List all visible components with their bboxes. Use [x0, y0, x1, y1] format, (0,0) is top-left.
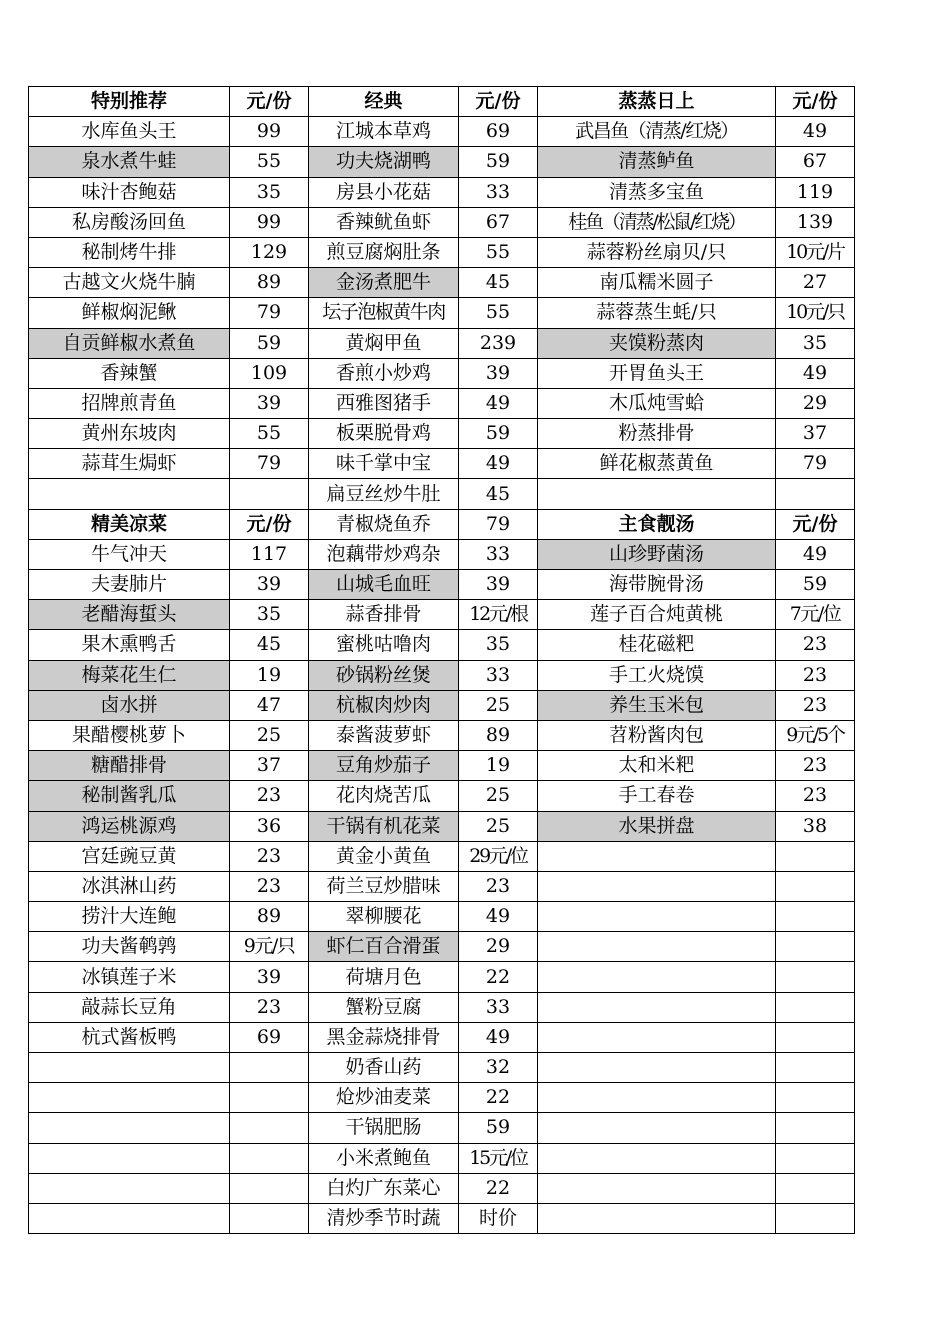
price-cell[interactable]: 117	[230, 539, 309, 569]
dish-name-cell[interactable]: 太和米粑	[538, 751, 776, 781]
dish-name-cell[interactable]: 青椒烧鱼乔	[309, 509, 459, 539]
dish-name-cell[interactable]: 卤水拼	[29, 690, 230, 720]
table-row	[29, 841, 855, 871]
empty-cell[interactable]	[538, 871, 776, 901]
table-row	[29, 600, 855, 630]
price-cell[interactable]: 99	[230, 207, 309, 237]
dish-name-cell[interactable]: 蟹粉豆腐	[309, 992, 459, 1022]
empty-cell[interactable]	[776, 1143, 855, 1173]
menu-table-body	[29, 87, 855, 1234]
empty-cell[interactable]	[538, 1022, 776, 1052]
price-cell[interactable]: 45	[459, 268, 538, 298]
table-row	[29, 902, 855, 932]
price-cell[interactable]: 23	[776, 660, 855, 690]
table-row	[29, 298, 855, 328]
dish-name-cell[interactable]: 房县小花菇	[309, 177, 459, 207]
price-cell[interactable]: 37	[776, 419, 855, 449]
dish-name-cell[interactable]: 香煎小炒鸡	[309, 358, 459, 388]
section-header-cell[interactable]: 元/份	[459, 87, 538, 117]
dish-name-cell[interactable]: 水果拼盘	[538, 811, 776, 841]
table-row	[29, 570, 855, 600]
price-cell[interactable]: 19	[230, 660, 309, 690]
dish-name-cell[interactable]: 清蒸多宝鱼	[538, 177, 776, 207]
price-cell[interactable]: 109	[230, 358, 309, 388]
empty-cell[interactable]	[776, 932, 855, 962]
empty-cell[interactable]	[29, 1143, 230, 1173]
dish-name-cell[interactable]: 宫廷豌豆黄	[29, 841, 230, 871]
table-row	[29, 479, 855, 509]
price-cell[interactable]: 35	[776, 328, 855, 358]
price-cell[interactable]: 59	[459, 147, 538, 177]
price-cell[interactable]: 32	[459, 1053, 538, 1083]
dish-name-cell[interactable]: 功夫烧湖鸭	[309, 147, 459, 177]
price-cell[interactable]: 239	[459, 328, 538, 358]
dish-name-cell[interactable]: 古越文火烧牛腩	[29, 268, 230, 298]
table-row	[29, 660, 855, 690]
price-cell[interactable]: 22	[459, 1083, 538, 1113]
price-cell[interactable]: 23	[459, 871, 538, 901]
price-cell[interactable]: 139	[776, 207, 855, 237]
dish-name-cell[interactable]: 夫妻肺片	[29, 570, 230, 600]
table-row	[29, 87, 855, 117]
dish-name-cell[interactable]: 粉蒸排骨	[538, 419, 776, 449]
price-cell[interactable]: 29	[459, 932, 538, 962]
price-cell[interactable]: 33	[459, 660, 538, 690]
price-cell[interactable]: 9元/5个	[776, 720, 855, 750]
price-cell[interactable]: 119	[776, 177, 855, 207]
empty-cell[interactable]	[776, 479, 855, 509]
dish-name-cell[interactable]: 冰镇莲子米	[29, 962, 230, 992]
table-row	[29, 237, 855, 267]
empty-cell[interactable]	[776, 1113, 855, 1143]
table-row	[29, 358, 855, 388]
empty-cell[interactable]	[776, 1173, 855, 1203]
menu-spreadsheet	[28, 86, 855, 1234]
table-row	[29, 932, 855, 962]
dish-name-cell[interactable]: 金汤煮肥牛	[309, 268, 459, 298]
dish-name-cell[interactable]: 砂锅粉丝煲	[309, 660, 459, 690]
dish-name-cell[interactable]: 夹馍粉蒸肉	[538, 328, 776, 358]
dish-name-cell[interactable]: 黄州东坡肉	[29, 419, 230, 449]
dish-name-cell[interactable]: 苕粉酱肉包	[538, 720, 776, 750]
table-row	[29, 720, 855, 750]
price-cell[interactable]: 49	[459, 1022, 538, 1052]
dish-name-cell[interactable]: 木瓜炖雪蛤	[538, 388, 776, 418]
empty-cell[interactable]	[538, 992, 776, 1022]
dish-name-cell[interactable]: 干锅肥肠	[309, 1113, 459, 1143]
price-cell[interactable]: 10元/片	[776, 237, 855, 267]
dish-name-cell[interactable]: 奶香山药	[309, 1053, 459, 1083]
empty-cell[interactable]	[230, 1173, 309, 1203]
empty-cell[interactable]	[776, 902, 855, 932]
price-cell[interactable]: 33	[459, 177, 538, 207]
dish-name-cell[interactable]: 干锅有机花菜	[309, 811, 459, 841]
empty-cell[interactable]	[538, 1203, 776, 1233]
table-row	[29, 419, 855, 449]
dish-name-cell[interactable]: 味汁杏鲍菇	[29, 177, 230, 207]
dish-name-cell[interactable]: 炝炒油麦菜	[309, 1083, 459, 1113]
price-cell[interactable]: 55	[459, 298, 538, 328]
price-cell[interactable]: 79	[230, 449, 309, 479]
table-row	[29, 1143, 855, 1173]
dish-name-cell[interactable]: 煎豆腐焖肚条	[309, 237, 459, 267]
dish-name-cell[interactable]: 冰淇淋山药	[29, 871, 230, 901]
dish-name-cell[interactable]: 白灼广东菜心	[309, 1173, 459, 1203]
empty-cell[interactable]	[29, 1203, 230, 1233]
dish-name-cell[interactable]: 杭椒肉炒肉	[309, 690, 459, 720]
dish-name-cell[interactable]: 江城本草鸡	[309, 117, 459, 147]
section-header-cell[interactable]: 精美凉菜	[29, 509, 230, 539]
dish-name-cell[interactable]: 泉水煮牛蛙	[29, 147, 230, 177]
section-header-cell[interactable]: 元/份	[230, 87, 309, 117]
dish-name-cell[interactable]: 清蒸鲈鱼	[538, 147, 776, 177]
dish-name-cell[interactable]: 杭式酱板鸭	[29, 1022, 230, 1052]
table-row	[29, 268, 855, 298]
dish-name-cell[interactable]: 敲蒜长豆角	[29, 992, 230, 1022]
dish-name-cell[interactable]: 蜜桃咕噜肉	[309, 630, 459, 660]
price-cell[interactable]: 25	[230, 720, 309, 750]
dish-name-cell[interactable]: 招牌煎青鱼	[29, 388, 230, 418]
price-cell[interactable]: 25	[459, 811, 538, 841]
empty-cell[interactable]	[538, 479, 776, 509]
price-cell[interactable]: 25	[459, 690, 538, 720]
empty-cell[interactable]	[776, 1053, 855, 1083]
dish-name-cell[interactable]: 香辣蟹	[29, 358, 230, 388]
dish-name-cell[interactable]: 自贡鲜椒水煮鱼	[29, 328, 230, 358]
empty-cell[interactable]	[538, 1143, 776, 1173]
table-row	[29, 690, 855, 720]
empty-cell[interactable]	[230, 1083, 309, 1113]
empty-cell[interactable]	[776, 992, 855, 1022]
table-row	[29, 147, 855, 177]
empty-cell[interactable]	[29, 1083, 230, 1113]
price-cell[interactable]: 89	[459, 720, 538, 750]
dish-name-cell[interactable]: 私房酸汤回鱼	[29, 207, 230, 237]
table-row	[29, 811, 855, 841]
dish-name-cell[interactable]: 鲜椒焖泥鳅	[29, 298, 230, 328]
dish-name-cell[interactable]: 蒜茸生焗虾	[29, 449, 230, 479]
price-cell[interactable]: 35	[230, 600, 309, 630]
price-cell[interactable]: 时价	[459, 1203, 538, 1233]
table-row	[29, 781, 855, 811]
price-cell[interactable]: 23	[230, 781, 309, 811]
price-cell[interactable]: 47	[230, 690, 309, 720]
empty-cell[interactable]	[538, 932, 776, 962]
price-cell[interactable]: 19	[459, 751, 538, 781]
empty-cell[interactable]	[538, 902, 776, 932]
price-cell[interactable]: 15元/位	[459, 1143, 538, 1173]
section-header-cell[interactable]: 经典	[309, 87, 459, 117]
table-row	[29, 449, 855, 479]
price-cell[interactable]: 67	[776, 147, 855, 177]
dish-name-cell[interactable]: 荷塘月色	[309, 962, 459, 992]
price-cell[interactable]: 9元/只	[230, 932, 309, 962]
price-cell[interactable]: 37	[230, 751, 309, 781]
dish-name-cell[interactable]: 蒜蓉蒸生蚝/只	[538, 298, 776, 328]
price-cell[interactable]: 45	[230, 630, 309, 660]
section-header-cell[interactable]: 特别推荐	[29, 87, 230, 117]
price-cell[interactable]: 67	[459, 207, 538, 237]
dish-name-cell[interactable]: 养生玉米包	[538, 690, 776, 720]
section-header-cell[interactable]: 元/份	[230, 509, 309, 539]
empty-cell[interactable]	[230, 479, 309, 509]
dish-name-cell[interactable]: 桂花磁粑	[538, 630, 776, 660]
table-row	[29, 509, 855, 539]
price-cell[interactable]: 22	[459, 962, 538, 992]
price-cell[interactable]: 55	[459, 237, 538, 267]
table-row	[29, 539, 855, 569]
dish-name-cell[interactable]: 板栗脱骨鸡	[309, 419, 459, 449]
dish-name-cell[interactable]: 蒜香排骨	[309, 600, 459, 630]
dish-name-cell[interactable]: 荷兰豆炒腊味	[309, 871, 459, 901]
dish-name-cell[interactable]: 武昌鱼（清蒸/红烧）	[538, 117, 776, 147]
section-header-cell[interactable]: 元/份	[776, 509, 855, 539]
price-cell[interactable]: 55	[230, 419, 309, 449]
price-cell[interactable]: 45	[459, 479, 538, 509]
table-row	[29, 1053, 855, 1083]
empty-cell[interactable]	[538, 1053, 776, 1083]
price-cell[interactable]: 79	[459, 509, 538, 539]
price-cell[interactable]: 25	[459, 781, 538, 811]
empty-cell[interactable]	[230, 1143, 309, 1173]
table-row	[29, 630, 855, 660]
price-cell[interactable]: 29元/位	[459, 841, 538, 871]
dish-name-cell[interactable]: 桂鱼（清蒸/松鼠/红烧）	[538, 207, 776, 237]
dish-name-cell[interactable]: 虾仁百合滑蛋	[309, 932, 459, 962]
price-cell[interactable]: 59	[776, 570, 855, 600]
table-row	[29, 1022, 855, 1052]
dish-name-cell[interactable]: 老醋海蜇头	[29, 600, 230, 630]
price-cell[interactable]: 49	[776, 358, 855, 388]
dish-name-cell[interactable]: 秘制烤牛排	[29, 237, 230, 267]
dish-name-cell[interactable]: 黄焖甲鱼	[309, 328, 459, 358]
section-header-cell[interactable]: 元/份	[776, 87, 855, 117]
dish-name-cell[interactable]: 香辣鱿鱼虾	[309, 207, 459, 237]
table-row	[29, 1113, 855, 1143]
price-cell[interactable]: 12元/根	[459, 600, 538, 630]
empty-cell[interactable]	[29, 1113, 230, 1143]
table-row	[29, 1203, 855, 1233]
dish-name-cell[interactable]: 鸿运桃源鸡	[29, 811, 230, 841]
table-row	[29, 751, 855, 781]
price-cell[interactable]: 10元/只	[776, 298, 855, 328]
empty-cell[interactable]	[776, 1203, 855, 1233]
section-header-cell[interactable]: 蒸蒸日上	[538, 87, 776, 117]
table-row	[29, 117, 855, 147]
table-row	[29, 328, 855, 358]
empty-cell[interactable]	[230, 1053, 309, 1083]
price-cell[interactable]: 23	[776, 630, 855, 660]
dish-name-cell[interactable]: 味千掌中宝	[309, 449, 459, 479]
dish-name-cell[interactable]: 莲子百合炖黄桃	[538, 600, 776, 630]
empty-cell[interactable]	[776, 962, 855, 992]
price-cell[interactable]: 49	[776, 539, 855, 569]
dish-name-cell[interactable]: 功夫酱鹌鹑	[29, 932, 230, 962]
price-cell[interactable]: 49	[459, 388, 538, 418]
price-cell[interactable]: 55	[230, 147, 309, 177]
price-cell[interactable]: 23	[230, 871, 309, 901]
dish-name-cell[interactable]: 泡藕带炒鸡杂	[309, 539, 459, 569]
price-cell[interactable]: 89	[230, 902, 309, 932]
empty-cell[interactable]	[538, 1113, 776, 1143]
empty-cell[interactable]	[230, 1113, 309, 1143]
price-cell[interactable]: 49	[776, 117, 855, 147]
empty-cell[interactable]	[230, 1203, 309, 1233]
dish-name-cell[interactable]: 黑金蒜烧排骨	[309, 1022, 459, 1052]
dish-name-cell[interactable]: 山珍野菌汤	[538, 539, 776, 569]
price-cell[interactable]: 33	[459, 992, 538, 1022]
table-row	[29, 177, 855, 207]
price-cell[interactable]: 38	[776, 811, 855, 841]
price-cell[interactable]: 33	[459, 539, 538, 569]
dish-name-cell[interactable]: 泰酱菠萝虾	[309, 720, 459, 750]
empty-cell[interactable]	[29, 1053, 230, 1083]
empty-cell[interactable]	[538, 962, 776, 992]
empty-cell[interactable]	[538, 1083, 776, 1113]
price-cell[interactable]: 7元/位	[776, 600, 855, 630]
table-row	[29, 207, 855, 237]
dish-name-cell[interactable]: 海带腕骨汤	[538, 570, 776, 600]
section-header-cell[interactable]: 主食靓汤	[538, 509, 776, 539]
dish-name-cell[interactable]: 翠柳腰花	[309, 902, 459, 932]
price-cell[interactable]: 59	[459, 1113, 538, 1143]
price-cell[interactable]: 49	[459, 449, 538, 479]
price-cell[interactable]: 59	[459, 419, 538, 449]
dish-name-cell[interactable]: 糖醋排骨	[29, 751, 230, 781]
dish-name-cell[interactable]: 清炒季节时蔬	[309, 1203, 459, 1233]
price-cell[interactable]: 36	[230, 811, 309, 841]
table-row	[29, 962, 855, 992]
price-cell[interactable]: 35	[459, 630, 538, 660]
price-cell[interactable]: 79	[776, 449, 855, 479]
table-row	[29, 871, 855, 901]
dish-name-cell[interactable]: 梅菜花生仁	[29, 660, 230, 690]
dish-name-cell[interactable]: 小米煮鲍鱼	[309, 1143, 459, 1173]
dish-name-cell[interactable]: 开胃鱼头王	[538, 358, 776, 388]
table-row	[29, 1083, 855, 1113]
dish-name-cell[interactable]: 鲜花椒蒸黄鱼	[538, 449, 776, 479]
price-cell[interactable]: 23	[230, 992, 309, 1022]
dish-name-cell[interactable]: 黄金小黄鱼	[309, 841, 459, 871]
empty-cell[interactable]	[776, 871, 855, 901]
dish-name-cell[interactable]: 手工火烧馍	[538, 660, 776, 690]
price-cell[interactable]: 29	[776, 388, 855, 418]
price-cell[interactable]: 69	[230, 1022, 309, 1052]
price-cell[interactable]: 129	[230, 237, 309, 267]
dish-name-cell[interactable]: 坛子泡椒黄牛肉	[309, 298, 459, 328]
dish-name-cell[interactable]: 果木熏鸭舌	[29, 630, 230, 660]
price-cell[interactable]: 89	[230, 268, 309, 298]
price-cell[interactable]: 23	[776, 781, 855, 811]
price-cell[interactable]: 35	[230, 177, 309, 207]
price-cell[interactable]: 49	[459, 902, 538, 932]
price-cell[interactable]: 27	[776, 268, 855, 298]
price-cell[interactable]: 99	[230, 117, 309, 147]
price-cell[interactable]: 79	[230, 298, 309, 328]
price-cell[interactable]: 69	[459, 117, 538, 147]
dish-name-cell[interactable]: 山城毛血旺	[309, 570, 459, 600]
empty-cell[interactable]	[29, 479, 230, 509]
dish-name-cell[interactable]: 手工春卷	[538, 781, 776, 811]
price-cell[interactable]: 23	[776, 751, 855, 781]
dish-name-cell[interactable]: 果醋樱桃萝卜	[29, 720, 230, 750]
dish-name-cell[interactable]: 秘制酱乳瓜	[29, 781, 230, 811]
price-cell[interactable]: 23	[230, 841, 309, 871]
empty-cell[interactable]	[776, 841, 855, 871]
dish-name-cell[interactable]: 豆角炒茄子	[309, 751, 459, 781]
dish-name-cell[interactable]: 水库鱼头王	[29, 117, 230, 147]
empty-cell[interactable]	[538, 1173, 776, 1203]
price-cell[interactable]: 22	[459, 1173, 538, 1203]
price-cell[interactable]: 39	[230, 388, 309, 418]
price-cell[interactable]: 23	[776, 690, 855, 720]
empty-cell[interactable]	[776, 1022, 855, 1052]
price-cell[interactable]: 39	[459, 358, 538, 388]
dish-name-cell[interactable]: 南瓜糯米圆子	[538, 268, 776, 298]
dish-name-cell[interactable]: 牛气冲天	[29, 539, 230, 569]
dish-name-cell[interactable]: 捞汁大连鲍	[29, 902, 230, 932]
table-row	[29, 992, 855, 1022]
empty-cell[interactable]	[538, 841, 776, 871]
dish-name-cell[interactable]: 花肉烧苦瓜	[309, 781, 459, 811]
dish-name-cell[interactable]: 扁豆丝炒牛肚	[309, 479, 459, 509]
price-cell[interactable]: 39	[230, 962, 309, 992]
empty-cell[interactable]	[29, 1173, 230, 1203]
price-cell[interactable]: 39	[459, 570, 538, 600]
dish-name-cell[interactable]: 蒜蓉粉丝扇贝/只	[538, 237, 776, 267]
price-cell[interactable]: 39	[230, 570, 309, 600]
empty-cell[interactable]	[776, 1083, 855, 1113]
table-row	[29, 388, 855, 418]
price-cell[interactable]: 59	[230, 328, 309, 358]
table-row	[29, 1173, 855, 1203]
dish-name-cell[interactable]: 西雅图猪手	[309, 388, 459, 418]
